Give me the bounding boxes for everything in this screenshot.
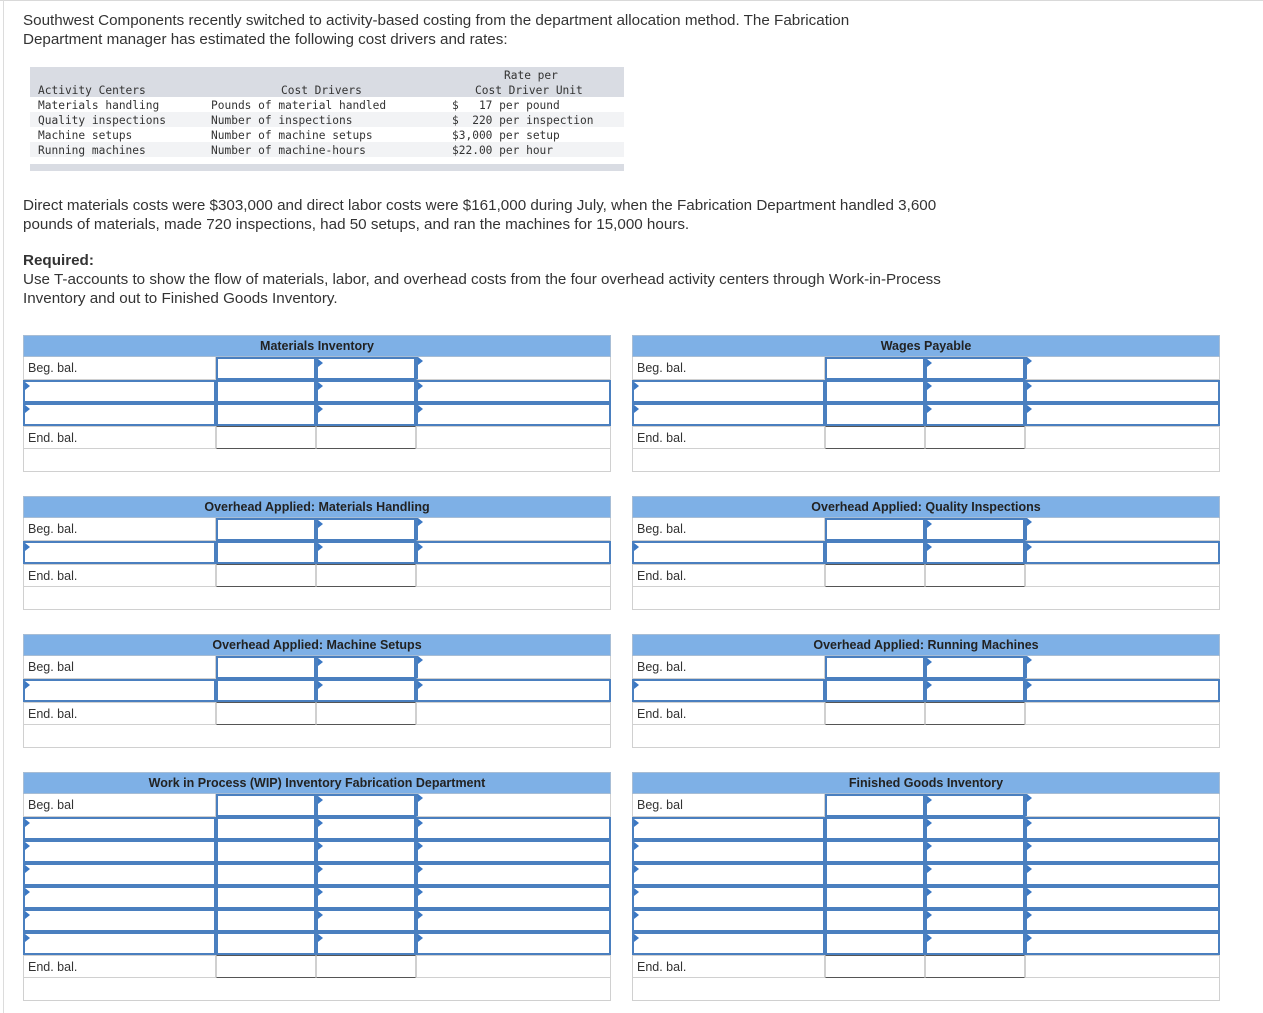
debit-amount-input[interactable] [825, 886, 925, 909]
t-account-row [23, 403, 611, 426]
credit-amount-input[interactable] [925, 863, 1025, 886]
debit-amount-input[interactable] [825, 794, 925, 817]
t-account-title: Materials Inventory [23, 335, 611, 357]
beg-balance-label: Beg. bal. [23, 357, 216, 380]
credit-description-select[interactable] [1025, 909, 1220, 932]
credit-description-select[interactable] [416, 886, 611, 909]
rate-header-2: Cost Driver Unit [475, 84, 583, 97]
credit-amount-input[interactable] [925, 357, 1025, 380]
credit-amount-input[interactable] [316, 656, 416, 679]
direct-costs-text: Direct materials costs were $303,000 and direct labor costs were $161,000 during July, when the Fabrication Department handled 3,600 pounds of materials, made 720 inspections, had 50 setups, and ran the machines for 15,000 hours. [23, 197, 937, 233]
end-balance-credit [316, 702, 416, 725]
credit-amount-input[interactable] [925, 817, 1025, 840]
credit-description-cell[interactable] [416, 357, 611, 380]
credit-amount-input[interactable] [316, 403, 416, 426]
t-account-row [632, 932, 1220, 955]
debit-description-select[interactable] [632, 403, 825, 426]
rate-header-1: Rate per [504, 69, 558, 82]
t-account-row [23, 886, 611, 909]
credit-description-select[interactable] [1025, 541, 1220, 564]
end-balance-blank [416, 955, 611, 978]
beg-balance-label: Beg. bal [632, 794, 825, 817]
credit-description-select[interactable] [416, 817, 611, 840]
credit-amount-input[interactable] [925, 656, 1025, 679]
credit-description-select[interactable] [1025, 840, 1220, 863]
credit-amount-input[interactable] [925, 679, 1025, 702]
end-balance-label: End. bal. [23, 426, 216, 449]
debit-description-select[interactable] [23, 932, 216, 955]
end-balance-credit [925, 702, 1025, 725]
debit-description-select[interactable] [632, 863, 825, 886]
end-balance-credit [316, 426, 416, 449]
cost-driver-table [30, 67, 624, 171]
activity-header: Activity Centers [38, 84, 146, 97]
t-account-row [23, 541, 611, 564]
debit-amount-input[interactable] [216, 403, 316, 426]
debit-description-select[interactable] [632, 541, 825, 564]
credit-description-cell[interactable] [416, 656, 611, 679]
debit-description-select[interactable] [23, 863, 216, 886]
t-account-title: Overhead Applied: Quality Inspections [632, 496, 1220, 518]
credit-description-select[interactable] [416, 679, 611, 702]
t-account-row [632, 426, 1220, 449]
beg-balance-label: Beg. bal. [632, 656, 825, 679]
credit-amount-input[interactable] [316, 380, 416, 403]
t-account-title: Overhead Applied: Machine Setups [23, 634, 611, 656]
credit-description-select[interactable] [416, 863, 611, 886]
end-balance-label: End. bal. [23, 564, 216, 587]
t-account-row [23, 955, 611, 978]
intro-text: Southwest Components recently switched to activity-based costing from the department allocation method. The Fabrication Department manager has estimated the following cost drivers and rates: [23, 12, 850, 48]
credit-description-select[interactable] [1025, 679, 1220, 702]
debit-amount-input[interactable] [825, 863, 925, 886]
t-account-title: Overhead Applied: Materials Handling [23, 496, 611, 518]
debit-amount-input[interactable] [825, 541, 925, 564]
end-balance-debit [825, 702, 925, 725]
debit-amount-input[interactable] [216, 656, 316, 679]
rate-cell: $22.00 per hour [452, 144, 554, 157]
end-balance-credit [925, 955, 1025, 978]
debit-description-select[interactable] [632, 679, 825, 702]
debit-amount-input[interactable] [216, 932, 316, 955]
rate-cell: $ 220 per inspection [452, 114, 594, 127]
debit-description-select[interactable] [632, 817, 825, 840]
credit-amount-input[interactable] [925, 840, 1025, 863]
end-balance-credit [316, 564, 416, 587]
debit-description-select[interactable] [23, 541, 216, 564]
t-account-row [23, 817, 611, 840]
beg-balance-label: Beg. bal. [632, 518, 825, 541]
debit-amount-input[interactable] [216, 357, 316, 380]
beg-balance-label: Beg. bal [23, 794, 216, 817]
beg-balance-label: Beg. bal. [23, 518, 216, 541]
t-account-row [632, 840, 1220, 863]
t-account-row [632, 357, 1220, 380]
required-text: Use T-accounts to show the flow of materials, labor, and overhead costs from the four overhead activity centers through Work-in-Process Inventory and out to Finished Goods Inventory. [23, 271, 941, 307]
debit-amount-input[interactable] [825, 656, 925, 679]
activity-cell: Machine setups [38, 129, 133, 142]
debit-amount-input[interactable] [216, 863, 316, 886]
debit-description-select[interactable] [23, 403, 216, 426]
credit-description-select[interactable] [416, 541, 611, 564]
credit-description-select[interactable] [1025, 403, 1220, 426]
credit-description-select[interactable] [416, 380, 611, 403]
debit-description-select[interactable] [23, 679, 216, 702]
end-balance-credit [316, 955, 416, 978]
end-balance-debit [825, 955, 925, 978]
end-balance-blank [1025, 426, 1220, 449]
end-balance-label: End. bal. [632, 702, 825, 725]
t-account-title: Wages Payable [632, 335, 1220, 357]
debit-amount-input[interactable] [825, 403, 925, 426]
credit-amount-input[interactable] [316, 817, 416, 840]
t-account-row [632, 679, 1220, 702]
end-balance-label: End. bal. [23, 702, 216, 725]
debit-description-select[interactable] [632, 909, 825, 932]
activity-cell: Materials handling [38, 99, 160, 112]
t-account-row [632, 702, 1220, 725]
t-account-row [632, 817, 1220, 840]
t-account-row [23, 794, 611, 817]
driver-header: Cost Drivers [281, 84, 362, 97]
credit-amount-input[interactable] [925, 380, 1025, 403]
debit-description-select[interactable] [23, 817, 216, 840]
debit-description-select[interactable] [632, 886, 825, 909]
debit-amount-input[interactable] [825, 840, 925, 863]
required-title: Required: [23, 252, 94, 269]
credit-amount-input[interactable] [316, 679, 416, 702]
credit-amount-input[interactable] [316, 932, 416, 955]
end-balance-label: End. bal. [632, 426, 825, 449]
debit-amount-input[interactable] [825, 679, 925, 702]
credit-description-select[interactable] [416, 932, 611, 955]
end-balance-debit [216, 702, 316, 725]
t-account-row [23, 426, 611, 449]
t-account-row [632, 564, 1220, 587]
debit-description-select[interactable] [23, 909, 216, 932]
end-balance-blank [416, 564, 611, 587]
t-account-row [23, 357, 611, 380]
t-account-row [632, 380, 1220, 403]
debit-amount-input[interactable] [825, 518, 925, 541]
t-account-row [23, 932, 611, 955]
end-balance-credit [925, 564, 1025, 587]
end-balance-debit [216, 426, 316, 449]
debit-amount-input[interactable] [825, 909, 925, 932]
credit-amount-input[interactable] [316, 840, 416, 863]
credit-description-select[interactable] [1025, 932, 1220, 955]
credit-amount-input[interactable] [316, 886, 416, 909]
credit-amount-input[interactable] [925, 932, 1025, 955]
end-balance-blank [1025, 702, 1220, 725]
end-balance-label: End. bal. [632, 955, 825, 978]
debit-description-select[interactable] [23, 840, 216, 863]
debit-amount-input[interactable] [825, 357, 925, 380]
end-balance-blank [416, 426, 611, 449]
debit-amount-input[interactable] [216, 909, 316, 932]
t-account-row [632, 955, 1220, 978]
t-account-row [23, 679, 611, 702]
credit-amount-input[interactable] [925, 886, 1025, 909]
credit-description-select[interactable] [1025, 863, 1220, 886]
debit-amount-input[interactable] [825, 817, 925, 840]
t-account-row [632, 656, 1220, 679]
credit-amount-input[interactable] [925, 541, 1025, 564]
t-account-row [632, 403, 1220, 426]
driver-cell: Number of machine-hours [211, 144, 366, 157]
end-balance-credit [925, 426, 1025, 449]
credit-description-cell[interactable] [416, 518, 611, 541]
credit-description-select[interactable] [416, 403, 611, 426]
t-account-title: Overhead Applied: Running Machines [632, 634, 1220, 656]
credit-amount-input[interactable] [316, 541, 416, 564]
debit-description-select[interactable] [23, 886, 216, 909]
t-account-row [632, 794, 1220, 817]
debit-amount-input[interactable] [825, 380, 925, 403]
driver-cell: Number of machine setups [211, 129, 373, 142]
debit-description-select[interactable] [632, 840, 825, 863]
credit-amount-input[interactable] [316, 357, 416, 380]
end-balance-debit [825, 426, 925, 449]
credit-description-cell[interactable] [1025, 357, 1220, 380]
credit-description-select[interactable] [1025, 886, 1220, 909]
t-account-row [632, 886, 1220, 909]
debit-amount-input[interactable] [216, 679, 316, 702]
credit-amount-input[interactable] [316, 909, 416, 932]
credit-description-cell[interactable] [416, 794, 611, 817]
driver-cell: Pounds of material handled [211, 99, 387, 112]
end-balance-blank [1025, 564, 1220, 587]
end-balance-debit [825, 564, 925, 587]
debit-amount-input[interactable] [216, 817, 316, 840]
rate-cell: $3,000 per setup [452, 129, 560, 142]
debit-amount-input[interactable] [216, 541, 316, 564]
end-balance-blank [1025, 955, 1220, 978]
debit-description-select[interactable] [632, 380, 825, 403]
debit-amount-input[interactable] [825, 932, 925, 955]
end-balance-debit [216, 564, 316, 587]
t-account-row [23, 518, 611, 541]
t-account-row [23, 863, 611, 886]
t-account-row [23, 380, 611, 403]
t-account-row [23, 656, 611, 679]
credit-amount-input[interactable] [316, 518, 416, 541]
t-account-row [23, 702, 611, 725]
credit-amount-input[interactable] [925, 518, 1025, 541]
credit-description-select[interactable] [416, 909, 611, 932]
credit-amount-input[interactable] [316, 794, 416, 817]
debit-amount-input[interactable] [216, 794, 316, 817]
end-balance-debit [216, 955, 316, 978]
debit-amount-input[interactable] [216, 518, 316, 541]
end-balance-label: End. bal. [23, 955, 216, 978]
t-account-row [23, 909, 611, 932]
t-account-row [23, 564, 611, 587]
t-account-row [23, 840, 611, 863]
debit-amount-input[interactable] [216, 840, 316, 863]
t-account-row [632, 863, 1220, 886]
credit-description-select[interactable] [416, 840, 611, 863]
driver-cell: Number of inspections [211, 114, 353, 127]
debit-amount-input[interactable] [216, 886, 316, 909]
t-account-title: Finished Goods Inventory [632, 772, 1220, 794]
end-balance-label: End. bal. [632, 564, 825, 587]
credit-amount-input[interactable] [925, 909, 1025, 932]
t-account-row [632, 909, 1220, 932]
debit-amount-input[interactable] [216, 380, 316, 403]
beg-balance-label: Beg. bal [23, 656, 216, 679]
credit-description-cell[interactable] [1025, 518, 1220, 541]
activity-cell: Quality inspections [38, 114, 166, 127]
credit-description-select[interactable] [1025, 817, 1220, 840]
credit-description-cell[interactable] [1025, 794, 1220, 817]
credit-amount-input[interactable] [316, 863, 416, 886]
t-account-row [632, 518, 1220, 541]
credit-amount-input[interactable] [925, 794, 1025, 817]
credit-description-cell[interactable] [1025, 656, 1220, 679]
t-account-title: Work in Process (WIP) Inventory Fabrication Department [23, 772, 611, 794]
credit-description-select[interactable] [1025, 380, 1220, 403]
rate-cell: $ 17 per pound [452, 99, 560, 112]
debit-description-select[interactable] [23, 380, 216, 403]
credit-amount-input[interactable] [925, 403, 1025, 426]
beg-balance-label: Beg. bal. [632, 357, 825, 380]
debit-description-select[interactable] [632, 932, 825, 955]
t-account-row [632, 541, 1220, 564]
end-balance-blank [416, 702, 611, 725]
activity-cell: Running machines [38, 144, 146, 157]
